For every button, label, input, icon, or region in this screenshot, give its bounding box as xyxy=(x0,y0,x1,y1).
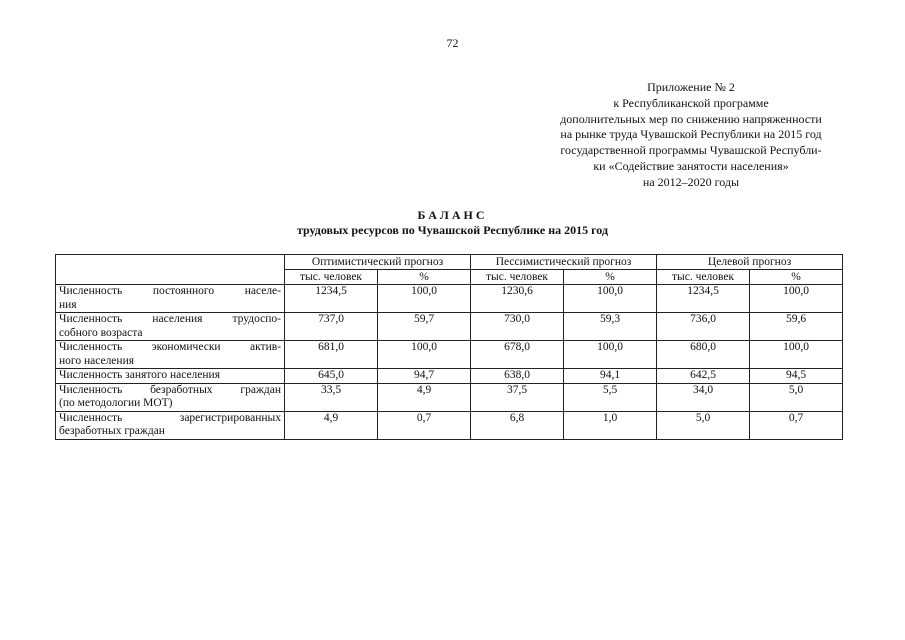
cell-value: 5,0 xyxy=(657,411,750,439)
row-label xyxy=(56,411,285,439)
cell-value: 4,9 xyxy=(285,411,378,439)
subheader-thousand: тыс. человек xyxy=(657,270,750,285)
header-group-target: Целевой прогноз xyxy=(657,255,843,270)
row-label-line: Численность экономически актив- xyxy=(59,341,281,353)
row-label-line: Численность зарегистрированных xyxy=(59,411,281,424)
subheader-percent: % xyxy=(750,270,843,285)
table-row xyxy=(56,285,843,313)
row-label-line: собного возраста xyxy=(59,326,143,339)
cell-value: 100,0 xyxy=(750,285,843,313)
appendix-line: ки «Содействие занятости населения» xyxy=(593,158,789,173)
cell-value: 645,0 xyxy=(285,369,378,384)
appendix-line: государственной программы Чувашской Республи- xyxy=(560,143,822,158)
cell-value: 680,0 xyxy=(657,341,750,369)
row-label-line: ния xyxy=(59,298,77,311)
cell-value: 5,5 xyxy=(564,383,657,411)
row-label xyxy=(56,383,285,411)
row-label-line: (по методологии МОТ) xyxy=(59,397,173,409)
row-label xyxy=(56,369,285,384)
cell-value: 1,0 xyxy=(564,411,657,439)
appendix-line: Приложение № 2 xyxy=(647,80,735,94)
cell-value: 730,0 xyxy=(471,313,564,341)
cell-value: 94,7 xyxy=(378,369,471,384)
table-row xyxy=(56,369,843,384)
balance-table xyxy=(55,254,843,440)
cell-value: 1230,6 xyxy=(471,285,564,313)
cell-value: 59,7 xyxy=(378,313,471,341)
cell-value: 4,9 xyxy=(378,383,471,411)
row-label-line: Численность постоянного населе- xyxy=(59,285,281,297)
table-row xyxy=(56,383,843,411)
cell-value: 638,0 xyxy=(471,369,564,384)
cell-value: 59,3 xyxy=(564,313,657,341)
cell-value: 100,0 xyxy=(564,341,657,369)
cell-value: 94,5 xyxy=(750,369,843,384)
cell-value: 6,8 xyxy=(471,411,564,439)
subheader-percent: % xyxy=(378,270,471,285)
cell-value: 100,0 xyxy=(564,285,657,313)
row-label xyxy=(56,341,285,369)
cell-value: 737,0 xyxy=(285,313,378,341)
appendix-line: на рынке труда Чувашской Республики на 2015 год xyxy=(560,127,822,142)
cell-value: 678,0 xyxy=(471,341,564,369)
cell-value: 34,0 xyxy=(657,383,750,411)
cell-value: 33,5 xyxy=(285,383,378,411)
cell-value: 1234,5 xyxy=(285,285,378,313)
cell-value: 59,6 xyxy=(750,313,843,341)
table-group-header-row xyxy=(56,255,843,270)
appendix-header xyxy=(532,80,850,191)
appendix-line: к Республиканской программе xyxy=(613,95,769,110)
table-row xyxy=(56,341,843,369)
row-label-line: Численность безработных граждан xyxy=(59,383,281,396)
cell-value: 5,0 xyxy=(750,383,843,411)
subheader-thousand: тыс. человек xyxy=(285,270,378,285)
subheader-thousand: тыс. человек xyxy=(471,270,564,285)
header-group-pessimistic: Пессимистический прогноз xyxy=(471,255,657,270)
subheader-percent: % xyxy=(564,270,657,285)
title-subtitle: трудовых ресурсов по Чувашской Республике на 2015 год xyxy=(296,223,609,237)
table-row xyxy=(56,411,843,439)
row-label xyxy=(56,313,285,341)
row-label-line: безработных граждан xyxy=(59,425,165,437)
cell-value: 642,5 xyxy=(657,369,750,384)
document-title xyxy=(0,208,905,238)
cell-value: 100,0 xyxy=(378,285,471,313)
row-label-line: Численность занятого населения xyxy=(59,369,220,381)
page-number: 72 xyxy=(446,36,459,50)
row-label xyxy=(56,285,285,313)
cell-value: 1234,5 xyxy=(657,285,750,313)
cell-value: 100,0 xyxy=(378,341,471,369)
cell-value: 94,1 xyxy=(564,369,657,384)
appendix-line: на 2012–2020 годы xyxy=(642,174,740,189)
cell-value: 736,0 xyxy=(657,313,750,341)
row-label-line: Численность населения трудоспо- xyxy=(59,313,281,325)
cell-value: 681,0 xyxy=(285,341,378,369)
header-group-optimistic: Оптимистический прогноз xyxy=(285,255,471,270)
cell-value: 37,5 xyxy=(471,383,564,411)
table-row xyxy=(56,313,843,341)
cell-value: 0,7 xyxy=(378,411,471,439)
title-main: БАЛАНС xyxy=(417,208,488,222)
cell-value: 0,7 xyxy=(750,411,843,439)
row-label-line: ного населения xyxy=(59,354,135,367)
appendix-line: дополнительных мер по снижению напряженности xyxy=(560,111,822,126)
cell-value: 100,0 xyxy=(750,341,843,369)
header-empty-cell xyxy=(56,255,285,285)
